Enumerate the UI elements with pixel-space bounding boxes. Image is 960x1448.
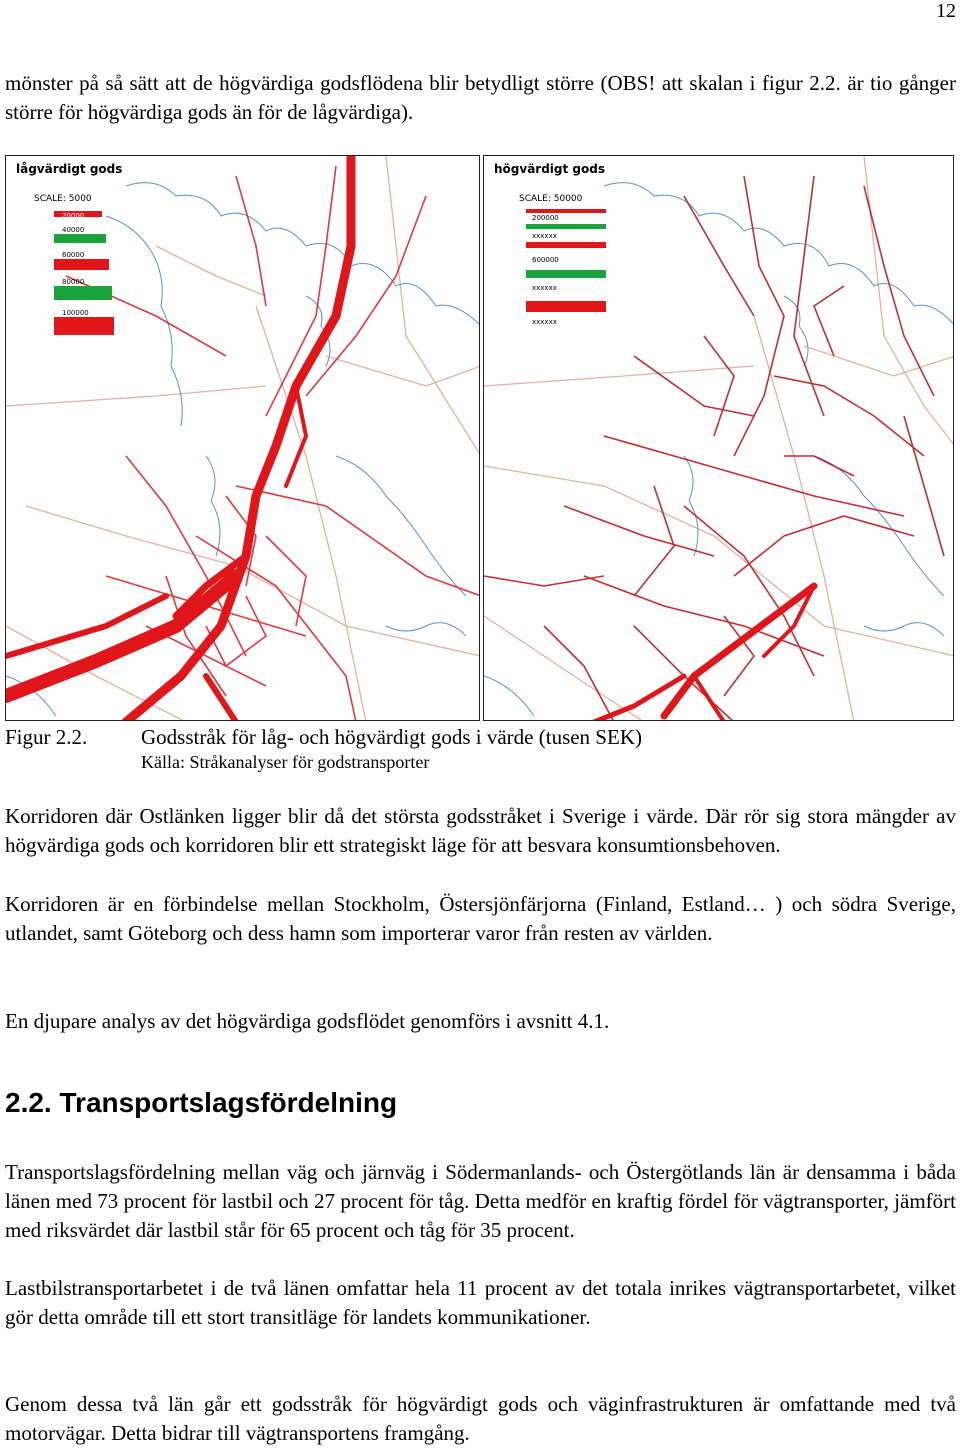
left-map-title: lågvärdigt gods: [16, 162, 123, 176]
figure-source: Källa: Stråkanalyser för godstransporter: [141, 752, 430, 772]
right-legend-1: 200000: [532, 214, 559, 222]
right-legend-4: xxxxxx: [532, 284, 557, 292]
left-legend-4: 80000: [62, 278, 85, 286]
figure-label: Figur 2.2.: [5, 725, 88, 749]
legend: [16, 162, 122, 335]
left-legend-2: 40000: [62, 226, 85, 234]
section-heading: 2.2. Transportslagsfördelning: [5, 1087, 398, 1118]
intro-paragraph: mönster på så sätt att de högvärdiga godsflödena blir betydligt större (OBS! att skalan i figur 2.2. är tio gånger större för högvärdiga gods än för de lågvärdiga).: [5, 71, 956, 124]
legend: [494, 162, 606, 326]
right-legend-2: xxxxxx: [532, 232, 557, 240]
page-number: 12: [936, 0, 956, 22]
figure-2-2: [5, 155, 954, 721]
right-map-scale: SCALE: 50000: [519, 194, 583, 204]
paragraph: Korridoren där Ostlänken ligger blir då det största godsstråket i Sverige i värde. Där rör sig stora mängder av högvärdiga gods och korridoren blir ett strategiskt läge för att besvara konsumtionsbehoven.: [5, 804, 956, 857]
paragraph: En djupare analys av det högvärdiga godsflödet genomförs i avsnitt 4.1.: [5, 1009, 610, 1033]
paragraph: Korridoren är en förbindelse mellan Stockholm, Östersjönfärjorna (Finland, Estland… ) och södra Sverige, utlandet, samt Göteborg och dess hamn som importerar varor från resten av världen.: [5, 892, 956, 945]
right-legend-3: 600000: [532, 256, 559, 264]
paragraph: Lastbilstransportarbetet i de två länen omfattar hela 11 procent av det totala inrikes vägtransportarbetet, vilket gör detta område till ett stort transitläge för landets kommunikationer.: [5, 1276, 956, 1329]
main-corridor: [594, 586, 814, 721]
paragraph: Genom dessa två län går ett godsstråk för högvärdigt gods och väginfrastrukturen är omfattande med två motorvägar. Detta bidrar till vägtransportens framgång.: [5, 1392, 956, 1445]
map-low-value-goods: [5, 155, 480, 721]
right-legend-5: xxxxxx: [532, 318, 557, 326]
left-legend-5: 100000: [62, 309, 89, 317]
left-map-scale: SCALE: 5000: [34, 194, 92, 204]
figure-title: Godsstråk för låg- och högvärdigt gods i värde (tusen SEK): [141, 725, 642, 749]
map-high-value-goods: [483, 155, 954, 721]
left-legend-1: 20000: [62, 212, 85, 220]
left-legend-3: 60000: [62, 251, 85, 259]
paragraph: Transportslagsfördelning mellan väg och järnväg i Södermanlands- och Östergötlands län är densamma i båda länen med 73 procent för lastbil och 27 procent för tåg. Detta medför en kraftig fördel för vägtransporter, jämfört med riksvärdet där lastbil står för 65 procent och tåg för 35 procent.: [5, 1160, 956, 1242]
right-map-title: högvärdigt gods: [494, 162, 605, 176]
